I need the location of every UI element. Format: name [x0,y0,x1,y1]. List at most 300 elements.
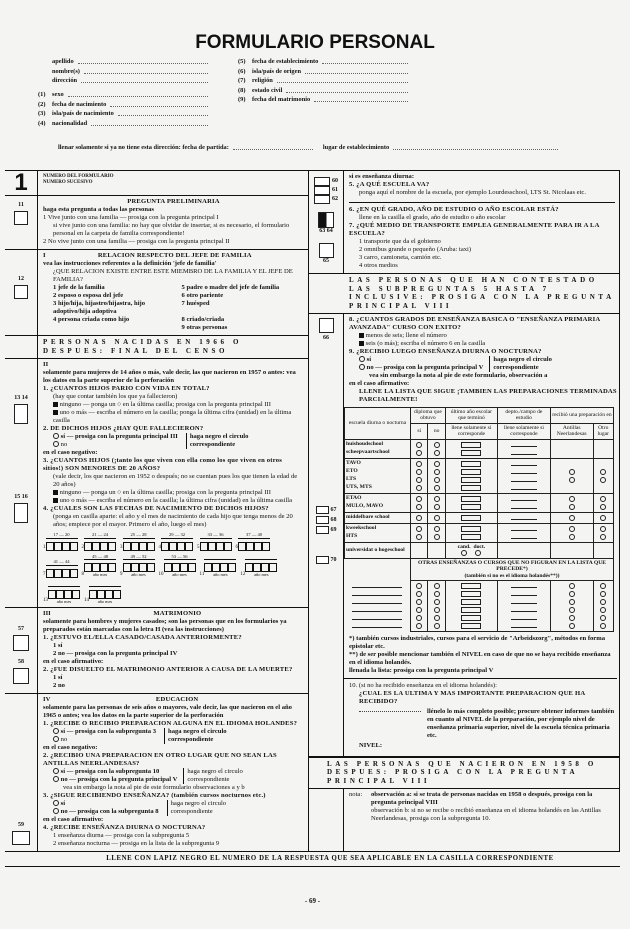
antillas-radio[interactable] [569,526,575,532]
diploma-yes-radio[interactable] [416,450,422,456]
condition: si es enseñanza diurna: [349,173,415,180]
date-cells[interactable] [235,542,270,551]
diploma-yes-radio[interactable] [416,583,422,589]
department-field[interactable] [511,591,537,596]
option: uno o más — escriba el número en la casilla; ponga la última cifra (unidad) en la última casilla [53,409,292,424]
department-field[interactable] [511,515,537,520]
radio-yes[interactable] [53,728,59,734]
other-school-field[interactable] [352,583,402,588]
date-cells[interactable] [84,563,116,572]
section-ii [5,359,308,608]
answer-box-57[interactable] [13,635,29,651]
date-cells[interactable] [158,542,193,551]
diploma-no-radio[interactable] [434,450,440,456]
option: sí — prosiga con la subpregunta 3 [60,728,157,735]
school-name: MULO, MAVO [346,503,384,510]
square-bullet-icon [359,333,364,338]
option: 3 hijo/hija, hijastro/hijastra, hijo adoptivo/hija adoptiva [53,300,146,315]
nota-label: nota: [349,791,363,799]
footnote: **) de ser posible mencionar también el NIVEL en caso de que no se haya recibido enseñanza en el idioma holandés. [349,650,611,666]
child-number: 8 [81,571,84,577]
child-birth-date [159,532,194,551]
department-field[interactable] [511,599,537,604]
condition: en el caso afirmativo: [43,816,104,823]
field-input[interactable] [314,96,408,102]
answer-box-58[interactable] [13,668,29,684]
antillas-radio[interactable] [569,623,575,629]
school-name: LTS [346,476,357,483]
diploma-no-radio[interactable] [434,461,440,467]
section-title: PREGUNTA PRELIMINARIA [127,198,220,205]
preparation-input[interactable] [359,711,421,740]
col-no: no [428,423,445,439]
option: 7 huésped [181,300,210,307]
last-year-field[interactable] [461,496,481,502]
child-birth-date [120,554,155,578]
other-school-field[interactable] [352,591,402,596]
field-number: (9) [238,96,246,104]
date-cells[interactable] [81,542,116,551]
questions-8-10 [309,314,619,757]
last-year-field[interactable] [461,442,481,448]
section-title: MATRIMONIO [153,610,202,617]
diploma-yes-radio[interactable] [416,442,422,448]
answer-box-66[interactable] [319,318,334,333]
diploma-no-radio[interactable] [434,591,440,597]
option: 5 padre o madre del jefe de familia [181,284,280,291]
radio-no[interactable] [53,736,59,742]
column-range: 21 — 24 [84,532,116,539]
departure-date-input[interactable] [233,144,313,150]
child-birth-date [159,554,196,578]
other-school-field[interactable] [352,599,402,604]
otro-lugar-radio[interactable] [600,504,606,510]
field-number: (7) [238,77,246,85]
answer-box-12[interactable] [14,285,28,299]
antillas-radio[interactable] [569,515,575,521]
diploma-yes-radio[interactable] [416,623,422,629]
last-year-field[interactable] [461,450,481,456]
field-number: (3) [38,110,46,118]
answer-box-61[interactable] [314,186,330,195]
note: vea sin embargo la nota al pie de este formulario observaciones a y b [63,784,245,791]
field-input[interactable] [286,87,408,93]
diploma-yes-radio[interactable] [416,515,422,521]
year-month-label: año mes [97,598,113,604]
radio-yes[interactable] [53,768,59,774]
diploma-yes-radio[interactable] [416,615,422,621]
option: 1 Vive junto con una familia — prosiga con la pregunta principal I [43,214,219,221]
instruction: haga negro el circulo correspondiente [186,433,252,449]
field-label: fecha de nacimiento [52,100,107,108]
diploma-yes-radio[interactable] [416,591,422,597]
date-box [235,532,270,551]
destination-input[interactable] [393,144,558,150]
last-year-field[interactable] [461,534,481,540]
square-bullet-icon [53,402,58,407]
diploma-yes-radio[interactable] [416,496,422,502]
last-year-field[interactable] [461,623,481,629]
level-label: NIVEL: [359,741,383,749]
column-range [204,554,236,560]
answer-box-63-64[interactable] [318,212,334,228]
option: ninguno — ponga un ○ en la última casilla; prosiga con la pregunta principal III [59,401,271,408]
child-number: 14 [84,598,89,603]
banner-born-1958: LAS PERSONAS QUE NACIERON EN 1958 O DESPUES: PROSIGA CON LA PREGUNTA PRINCIPAL VIII [327,759,597,785]
antillas-radio[interactable] [569,583,575,589]
diploma-no-radio[interactable] [434,485,440,491]
otro-lugar-radio[interactable] [600,534,606,540]
option: 4 persona criada como hijo [53,316,130,323]
school-name: middelbare school [346,514,390,521]
diploma-yes-radio[interactable] [416,607,422,613]
field-number: (6) [238,67,246,75]
date-box [81,532,116,551]
instruction: LLENE LA LISTA QUE SIGUE ¡TAMBIEN LAS PREPARACIONES TERMINADAS PARCIALMENTE! [359,388,617,403]
radio-yes[interactable] [53,800,59,806]
department-field[interactable] [511,442,537,447]
box-label: 65 [323,258,329,264]
diploma-yes-radio[interactable] [416,504,422,510]
otro-lugar-radio[interactable] [600,526,606,532]
doct-label: doct. [473,543,486,550]
diploma-no-radio[interactable] [434,496,440,502]
option: 9 otras personas [181,324,228,331]
banner-section-5-7 [309,274,619,314]
date-cells[interactable] [200,542,232,551]
otro-lugar-radio[interactable] [600,583,606,589]
option: no — prosiga con la pregunta principal V [60,776,178,783]
other-school-field[interactable] [352,615,402,620]
field-input[interactable] [78,58,208,64]
answer-box-69[interactable] [316,526,329,534]
child-birth-date [43,581,80,605]
last-year-field[interactable] [461,607,481,613]
note: ponga aquí el nombre de la escuela, por ejemplo Lourdesschool, LTS St. Nicolaas etc. [359,189,586,196]
field-label: dirección [52,77,78,85]
table-row [345,458,614,493]
option: sí — prosiga con la subpregunta 10 [60,768,160,775]
otro-lugar-radio[interactable] [600,496,606,502]
section-number: I [43,252,46,259]
question: 9. ¿RECIBIO LUEGO ENSEÑANZA DIURNA O NOCTURNA? [349,348,542,355]
box-label: 66 [323,335,329,341]
square-bullet-icon [53,498,58,503]
answer-box-68[interactable] [316,516,329,524]
date-box [200,532,232,551]
department-field[interactable] [511,461,537,466]
diploma-no-radio[interactable] [434,515,440,521]
header-field [38,91,208,99]
department-field[interactable] [511,526,537,531]
field-number [38,68,52,76]
diploma-no-radio[interactable] [434,504,440,510]
antillas-radio[interactable] [569,469,575,475]
radio-yes[interactable] [359,356,365,362]
otro-lugar-radio[interactable] [600,599,606,605]
column-range [89,581,121,587]
column-range: 37 — 40 [238,532,270,539]
table-row [345,558,614,580]
box-label: 57 [18,626,24,632]
otro-lugar-radio[interactable] [600,477,606,483]
box-label: 12 [18,276,24,282]
department-field[interactable] [511,450,537,455]
instruction: haga negro el circulo correspondiente [489,356,559,372]
questions-5-7 [309,171,619,274]
last-year-field[interactable] [461,615,481,621]
antillas-radio[interactable] [569,599,575,605]
field-label: apellido [52,58,74,65]
field-number [38,58,52,66]
question: 6. ¿EN QUÉ GRADO, AÑO DE ESTUDIO O AÑO ESCOLAR ESTÁ? [349,206,559,213]
date-box [204,554,236,578]
diploma-no-radio[interactable] [434,534,440,540]
department-field[interactable] [511,477,537,482]
option: no [60,736,68,743]
otras-title: OTRAS ENSEÑANZAS O CURSOS QUE NO FIGURAN EN LA LISTA QUE PRECEDE*) [418,559,606,573]
department-field[interactable] [511,534,537,539]
otro-lugar-radio[interactable] [600,615,606,621]
date-cells[interactable] [46,542,78,551]
last-year-field[interactable] [461,591,481,597]
child-birth-date [197,532,232,551]
cand-radio[interactable] [461,550,467,556]
departure-label: llenar solamente si ya no tiene esta dirección: fecha de partida: [58,144,229,151]
last-year-field[interactable] [461,469,481,475]
option: no — prosiga con la subpregunta 8 [60,808,159,815]
intro: solamente para hombres y mujeres casados; son las personas que en los formularios ya preparados están marcadas con la letra H (vea las instrucciones) [43,618,287,633]
diploma-yes-radio[interactable] [416,469,422,475]
diploma-yes-radio[interactable] [416,461,422,467]
date-cells[interactable] [245,563,277,572]
field-input[interactable] [118,110,208,116]
otro-lugar-radio[interactable] [600,607,606,613]
section-i [5,250,308,336]
department-field[interactable] [511,623,537,628]
instruction: haga negro el circulo correspondiente [167,800,233,816]
answer-box-60[interactable] [314,177,330,186]
page-number: - 69 - [304,897,321,905]
col-diploma: diploma que obtuvo [411,408,446,424]
answer-box-70[interactable] [316,556,329,564]
department-field[interactable] [511,615,537,620]
otras-note: (también si no es el idioma holandés**)) [464,572,560,579]
field-input[interactable] [110,101,208,107]
field-number [38,77,52,85]
header-field [38,58,208,66]
last-year-field[interactable] [461,485,481,491]
question: 3. ¿CUANTOS HIJOS (¡tanto los que viven con ella como los que viven en otros sitios!) SON MENORES DE 20 AÑOS? [43,457,282,472]
diploma-yes-radio[interactable] [416,599,422,605]
form-number-section [5,171,308,196]
diploma-yes-radio[interactable] [416,477,422,483]
diploma-no-radio[interactable] [434,599,440,605]
diploma-no-radio[interactable] [434,442,440,448]
child-number: 7 [43,571,46,577]
answer-box-62[interactable] [314,195,330,204]
intro: solamente para mujeres de 14 años o más, vale decir, las que nacieron en 1957 o antes: vea los datos en la parte superior de la perforación [43,369,296,384]
diploma-no-radio[interactable] [434,623,440,629]
antillas-radio[interactable] [569,496,575,502]
antillas-radio[interactable] [569,477,575,483]
col-escuela: escuela diurna o nocturna [345,408,411,440]
answer-box-59[interactable] [12,831,30,845]
answer-box-15-16[interactable] [14,503,28,523]
question: 1. ¿RECIBE O RECIBIO PREPARACION ALGUNA EN EL IDIOMA HOLANDES? [43,720,298,727]
school-name: TAVO [346,460,361,467]
question: 2. ¿FUE DISUELTO EL MATRIMONIO ANTERIOR A CAUSA DE LA MUERTE? [43,666,293,673]
field-input[interactable] [322,58,408,64]
section-number: III [43,610,51,617]
option: 1 sí [53,674,63,681]
option: 2 no — prosiga con la pregunta principal IV [53,650,178,657]
header-field [38,68,208,76]
question: 4. ¿RECIBE ENSEÑANZA DIURNA O NOCTURNA? [43,824,206,831]
field-input[interactable] [81,77,208,83]
column-range: 33 — 36 [200,532,232,539]
school-name: ETAO [346,495,362,502]
section-iii [5,608,308,694]
last-year-field[interactable] [461,477,481,483]
answer-box-11[interactable] [14,211,28,225]
last-year-field[interactable] [461,461,481,467]
radio-no[interactable] [53,441,59,447]
year-month-label: año mes [131,572,146,577]
field-label: sexo [52,91,64,99]
field-number: (4) [38,119,46,127]
table-row [345,439,614,458]
radio-no[interactable] [53,776,59,782]
footnote: *) también cursos industriales, cursos para el servicio de "Arbeidszorg", métodos en forma epistolar etc. [349,634,606,650]
department-field[interactable] [511,496,537,501]
section-number: IV [43,696,51,703]
col-note: llene solamente si corresponde [497,423,550,439]
column-range: 17 — 20 [46,532,78,539]
date-cells[interactable] [164,563,196,572]
radio-no[interactable] [359,364,365,370]
diploma-no-radio[interactable] [434,607,440,613]
answer-box-65[interactable] [319,243,334,258]
date-box [123,554,155,578]
date-box [123,532,155,551]
observation-a: observación a: si se trata de personas nacidas en 1958 o después, prosiga con la pregunta principal VIII [371,791,593,807]
otro-lugar-radio[interactable] [600,623,606,629]
box-label: 60 [332,178,338,184]
date-cells[interactable] [123,563,155,572]
option: 1 enseñanza diurna — prosiga con la subpregunta 5 [53,832,190,839]
diploma-yes-radio[interactable] [416,534,422,540]
date-cells[interactable] [123,542,155,551]
date-box [81,553,116,578]
instruction: llenada la lista: prosiga con la pregunta principal V [349,666,494,674]
option: sí [60,800,66,807]
date-cells[interactable] [48,590,80,599]
note: (ponga en casilla aparte: el año y el mes de nacimiento de cada hijo que tenga menos de 20 años; empiece por el mayor. Primero el año, luego el mes) [53,513,293,528]
birth-dates-grid [43,532,305,604]
last-year-field[interactable] [461,515,481,521]
child-number: 5 [197,544,200,550]
other-school-field[interactable] [352,607,402,612]
option: 2 esposo o esposa del jefe [53,292,124,299]
department-field[interactable] [511,504,537,509]
date-cells[interactable] [204,563,236,572]
sequence-number-label: NUMERO SUCESIVO [43,180,93,185]
col-note: llene solamente si corresponde [445,423,497,439]
table-row [345,580,614,631]
doct-radio[interactable] [475,550,481,556]
field-input[interactable] [68,91,208,97]
answer-box-67[interactable] [316,506,329,514]
child-birth-date [82,554,117,578]
department-field[interactable] [511,485,537,490]
department-field[interactable] [511,469,537,474]
child-birth-date [240,554,277,578]
transport-options [349,238,615,270]
radio-no[interactable] [53,808,59,814]
table-row [345,523,614,542]
field-number: (5) [238,58,246,65]
question: 1. ¿CUANTOS HIJOS PARIO CON VIDA EN TOTAL? [43,385,210,392]
diploma-no-radio[interactable] [434,583,440,589]
year-month-label: año mes [254,572,269,577]
last-year-field[interactable] [461,583,481,589]
child-number: 12 [240,571,246,577]
field-input[interactable] [305,68,408,74]
box-label: 70 [330,556,337,563]
diploma-yes-radio[interactable] [416,526,422,532]
column-range [245,554,277,560]
antillas-radio[interactable] [569,504,575,510]
antillas-radio[interactable] [569,591,575,597]
field-input[interactable] [277,77,408,83]
column-range: 25 — 28 [123,532,155,539]
header-field [238,96,408,104]
departure-line [58,144,558,152]
otro-lugar-radio[interactable] [600,591,606,597]
diploma-no-radio[interactable] [434,469,440,475]
answer-box-13-14[interactable] [14,404,28,424]
child-birth-date [82,532,117,551]
date-cells[interactable] [46,569,78,578]
field-input[interactable] [91,120,208,126]
antillas-radio[interactable] [569,615,575,621]
diploma-no-radio[interactable] [434,526,440,532]
department-field[interactable] [511,607,537,612]
other-school-field[interactable] [352,623,402,628]
year-month-label: año mes [172,572,187,577]
diploma-no-radio[interactable] [434,615,440,621]
diploma-no-radio[interactable] [434,477,440,483]
date-cells[interactable] [89,590,121,599]
antillas-radio[interactable] [569,607,575,613]
last-year-field[interactable] [461,526,481,532]
antillas-radio[interactable] [569,534,575,540]
child-number: 1 [43,544,46,550]
last-year-field[interactable] [461,599,481,605]
option: 4 otros medios [359,262,398,269]
column-range: 53 — 56 [164,554,196,561]
field-input[interactable] [84,68,208,74]
column-range: 45 — 48 [84,554,116,561]
option: menos de seis; llene el número [365,332,447,339]
diploma-yes-radio[interactable] [416,485,422,491]
otro-lugar-radio[interactable] [600,469,606,475]
radio-yes[interactable] [53,433,59,439]
department-field[interactable] [511,583,537,588]
otro-lugar-radio[interactable] [600,515,606,521]
last-year-field[interactable] [461,504,481,510]
